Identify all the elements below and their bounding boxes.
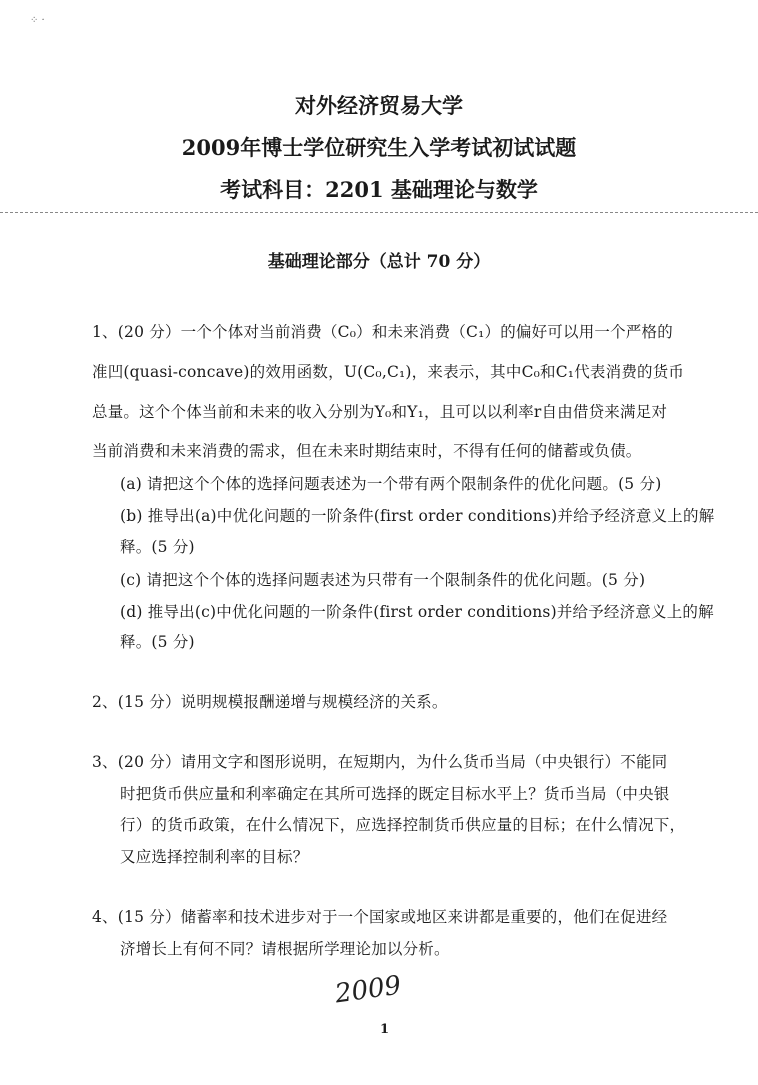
text-line: 4、(15 分）储蓄率和技术进步对于一个国家或地区来讲都是重要的，他们在促进经 <box>92 908 668 926</box>
text-line: 2、(15 分）说明规模报酬递增与规模经济的关系。 <box>92 693 448 711</box>
page-number: 1 <box>380 1022 390 1037</box>
text-line: 济增长上有何不同？请根据所学理论加以分析。 <box>120 940 450 958</box>
exam-title: 2009年博士学位研究生入学考试初试试题 <box>181 135 577 160</box>
text-line: (a) 请把这个个体的选择问题表述为一个带有两个限制条件的优化问题。(5 分) <box>120 475 662 493</box>
text-line: (d) 推导出(c)中优化问题的一阶条件(first order conditions)并给予经济意义上的解 <box>120 603 714 621</box>
text-line: 准凹(quasi-concave)的效用函数，U(C₀,C₁)，来表示，其中C₀和C₁代表消费的货币 <box>92 363 685 381</box>
text-line: 释。(5 分) <box>120 633 195 651</box>
text-line: 1、(20 分）一个个体对当前消费（C₀）和未来消费（C₁）的偏好可以用一个严格的 <box>92 323 673 341</box>
text-line: 又应选择控制利率的目标？ <box>120 848 309 866</box>
university-name: 对外经济贸易大学 <box>295 93 463 118</box>
text-line: (b) 推导出(a)中优化问题的一阶条件(first order conditions)并给予经济意义上的解 <box>120 507 715 525</box>
scan-speck: ⁘ · <box>30 15 45 26</box>
divider <box>0 212 758 213</box>
text-line: 总量。这个个体当前和未来的收入分别为Y₀和Y₁，且可以以利率r自由借贷来满足对 <box>92 403 668 421</box>
text-line: 行）的货币政策，在什么情况下，应选择控制货币供应量的目标；在什么情况下， <box>120 816 686 834</box>
section-title: 基础理论部分（总计 70 分） <box>267 252 491 272</box>
text-line: 3、(20 分）请用文字和图形说明，在短期内，为什么货币当局（中央银行）不能同 <box>92 753 668 771</box>
text-line: 释。(5 分) <box>120 538 195 556</box>
handwritten-note: 2009 <box>333 970 403 1010</box>
text-line: 当前消费和未来消费的需求，但在未来时期结束时，不得有任何的储蓄或负债。 <box>92 442 642 460</box>
text-line: (c) 请把这个个体的选择问题表述为只带有一个限制条件的优化问题。(5 分) <box>120 571 646 589</box>
exam-subject: 考试科目：2201 基础理论与数学 <box>220 177 538 202</box>
text-line: 时把货币供应量和利率确定在其所可选择的既定目标水平上？货币当局（中央银 <box>120 785 670 803</box>
